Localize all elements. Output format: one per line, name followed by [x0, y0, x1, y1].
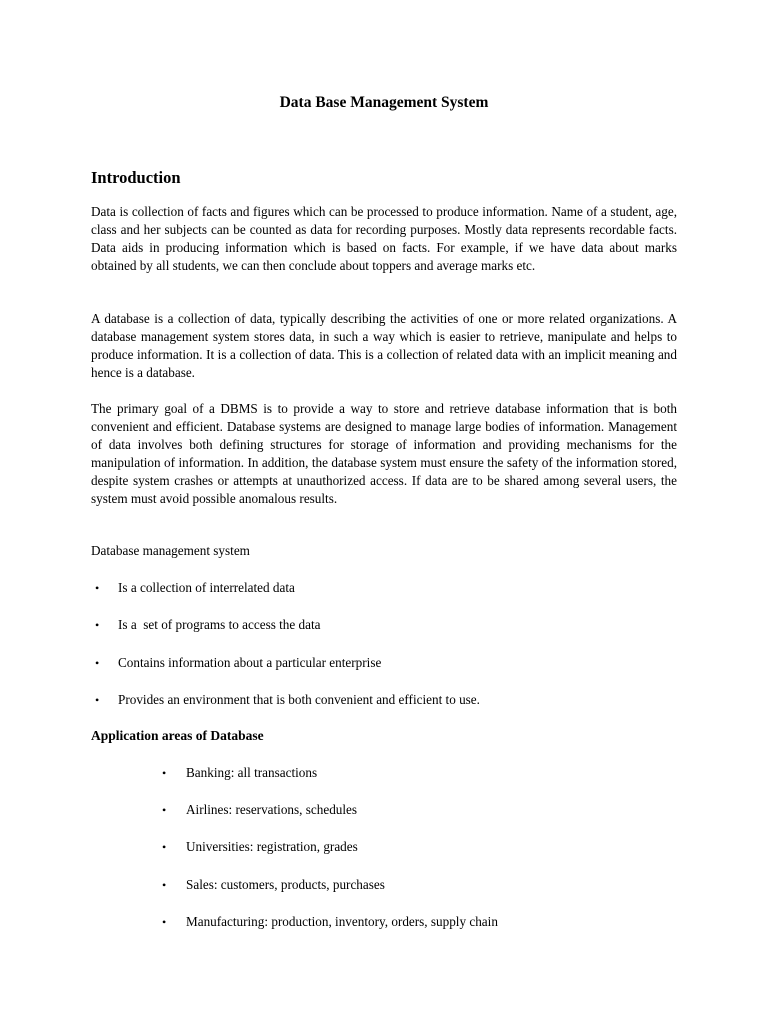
section-heading-application-areas: Application areas of Database [91, 728, 264, 743]
list-item-text: Provides an environment that is both convenient and efficient to use. [118, 692, 480, 707]
list-item-text: Contains information about a particular enterprise [118, 655, 382, 670]
bullet-icon: • [95, 618, 100, 632]
list-item-text: Manufacturing: production, inventory, orders, supply chain [186, 914, 498, 929]
paragraph-database-definition: A database is a collection of data, typically describing the activities of one or more related organizations. A database management system stores data, in such a way which is easier to retrieve, manipulate and helps to produce information. It is a collection of data. This is a collection of related data with an implicit meaning and hence is a database. [91, 311, 677, 380]
paragraph-data-definition: Data is collection of facts and figures which can be processed to produce information. Name of a student, age, class and her subjects can be counted as data for recording purposes. Mostly data represents recordable facts. Data aids in producing information which is based on facts. For example, if we have data about marks obtained by all students, we can then conclude about toppers and average marks etc. [91, 204, 677, 273]
list-item-text: Sales: customers, products, purchases [186, 877, 385, 892]
list-item-text: Is a set of programs to access the data [118, 617, 321, 632]
list-item-text: Airlines: reservations, schedules [186, 802, 358, 817]
dbms-list-label: Database management system [91, 543, 250, 558]
bullet-icon: • [162, 840, 167, 854]
bullet-icon: • [95, 581, 100, 595]
list-item-text: Banking: all transactions [186, 765, 318, 780]
bullet-icon: • [162, 915, 167, 929]
paragraph-dbms-goal: The primary goal of a DBMS is to provide a way to store and retrieve database information that is both convenient and efficient. Database systems are designed to manage large bodies of information. Management of data involves both defining structures for storage of information and providing mechanisms for the manipulation of information. In addition, the database system must ensure the safety of the information stored, despite system crashes or attempts at unauthorized access. If data are to be shared among several users, the system must avoid possible anomalous results. [91, 401, 677, 506]
bullet-icon: • [162, 766, 167, 780]
bullet-icon: • [95, 656, 100, 670]
list-item-text: Universities: registration, grades [186, 839, 358, 854]
section-heading-introduction: Introduction [91, 168, 181, 187]
bullet-icon: • [95, 693, 100, 707]
list-item-text: Is a collection of interrelated data [118, 580, 295, 595]
document-title: Data Base Management System [279, 94, 489, 111]
bullet-icon: • [162, 878, 167, 892]
bullet-icon: • [162, 803, 167, 817]
